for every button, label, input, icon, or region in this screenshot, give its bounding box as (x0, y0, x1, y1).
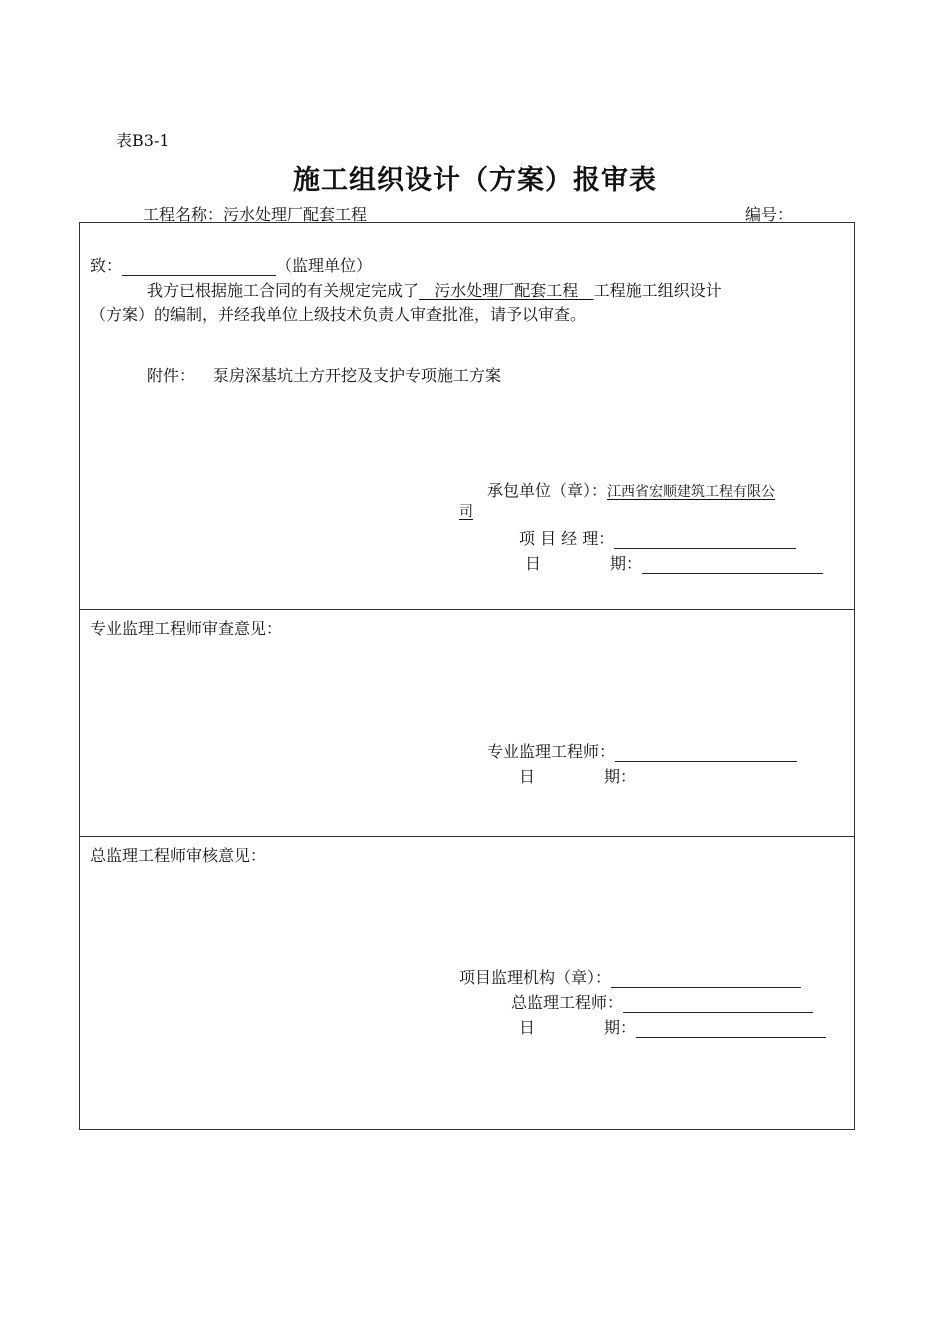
engineer-review-heading: 专业监理工程师审查意见： (90, 619, 283, 638)
supervision-org-row (459, 965, 801, 988)
to-suffix: （监理单位） (276, 256, 373, 275)
project-blank (419, 281, 594, 300)
contractor-label: 承包单位（章）： (487, 481, 608, 500)
to-label: 致： (90, 256, 123, 275)
contractor-name-continued: 司 (459, 504, 473, 520)
date-label-a: 日 (519, 767, 536, 786)
engineer-date-row (519, 764, 636, 787)
chief-date-row (519, 1015, 826, 1038)
page-title: 施工组织设计（方案）报审表 (293, 165, 657, 196)
project-blank-text: 污水处理厂配套工程 (434, 281, 579, 300)
divider-line (80, 609, 854, 610)
body-line-1-pre: 我方已根据施工合同的有关规定完成了 (147, 281, 420, 300)
attachment-label: 附件： (147, 366, 196, 385)
body-line-1 (147, 278, 722, 301)
date-label-b: 期： (610, 554, 643, 573)
contractor-name: 江西省宏顺建筑工程有限公 (607, 484, 776, 500)
date-label-b: 期： (604, 1018, 637, 1037)
supervision-unit-field[interactable] (122, 257, 276, 276)
date-label-a: 日 (525, 554, 542, 573)
project-manager-field[interactable] (614, 530, 796, 549)
body-line-1-post: 工程施工组织设计 (593, 281, 722, 300)
serial-number-label: 编号： (745, 205, 794, 224)
attachment-row (147, 363, 501, 386)
supervision-org-label: 项目监理机构（章）： (459, 968, 612, 987)
project-name-value: 污水处理厂配套工程 (223, 205, 368, 224)
chief-engineer-row (511, 990, 813, 1013)
divider-line (80, 836, 854, 837)
chief-engineer-field[interactable] (623, 994, 813, 1013)
project-name-label: 工程名称： (143, 205, 224, 224)
project-manager-row (519, 526, 796, 549)
engineer-label: 专业监理工程师： (487, 742, 616, 761)
addressee-row (90, 253, 372, 276)
chief-date-field[interactable] (636, 1019, 826, 1038)
chief-review-heading: 总监理工程师审核意见： (90, 846, 267, 865)
date-label-b: 期： (604, 767, 637, 786)
contractor-date-field[interactable] (642, 555, 823, 574)
body-line-2: （方案）的编制，并经我单位上级技术负责人审查批准，请予以审查。 (90, 305, 587, 324)
engineer-sign-row (487, 739, 797, 762)
chief-engineer-label: 总监理工程师： (511, 993, 624, 1012)
engineer-sign-field[interactable] (615, 743, 797, 762)
form-number: 表B3-1 (116, 131, 170, 150)
supervision-org-field[interactable] (611, 969, 801, 988)
date-label-a: 日 (519, 1018, 536, 1037)
contractor-row (487, 478, 775, 501)
attachment-title: 泵房深基坑土方开挖及支护专项施工方案 (213, 366, 502, 385)
contractor-date-row (525, 551, 823, 574)
project-manager-label: 项 目 经 理： (519, 529, 615, 548)
